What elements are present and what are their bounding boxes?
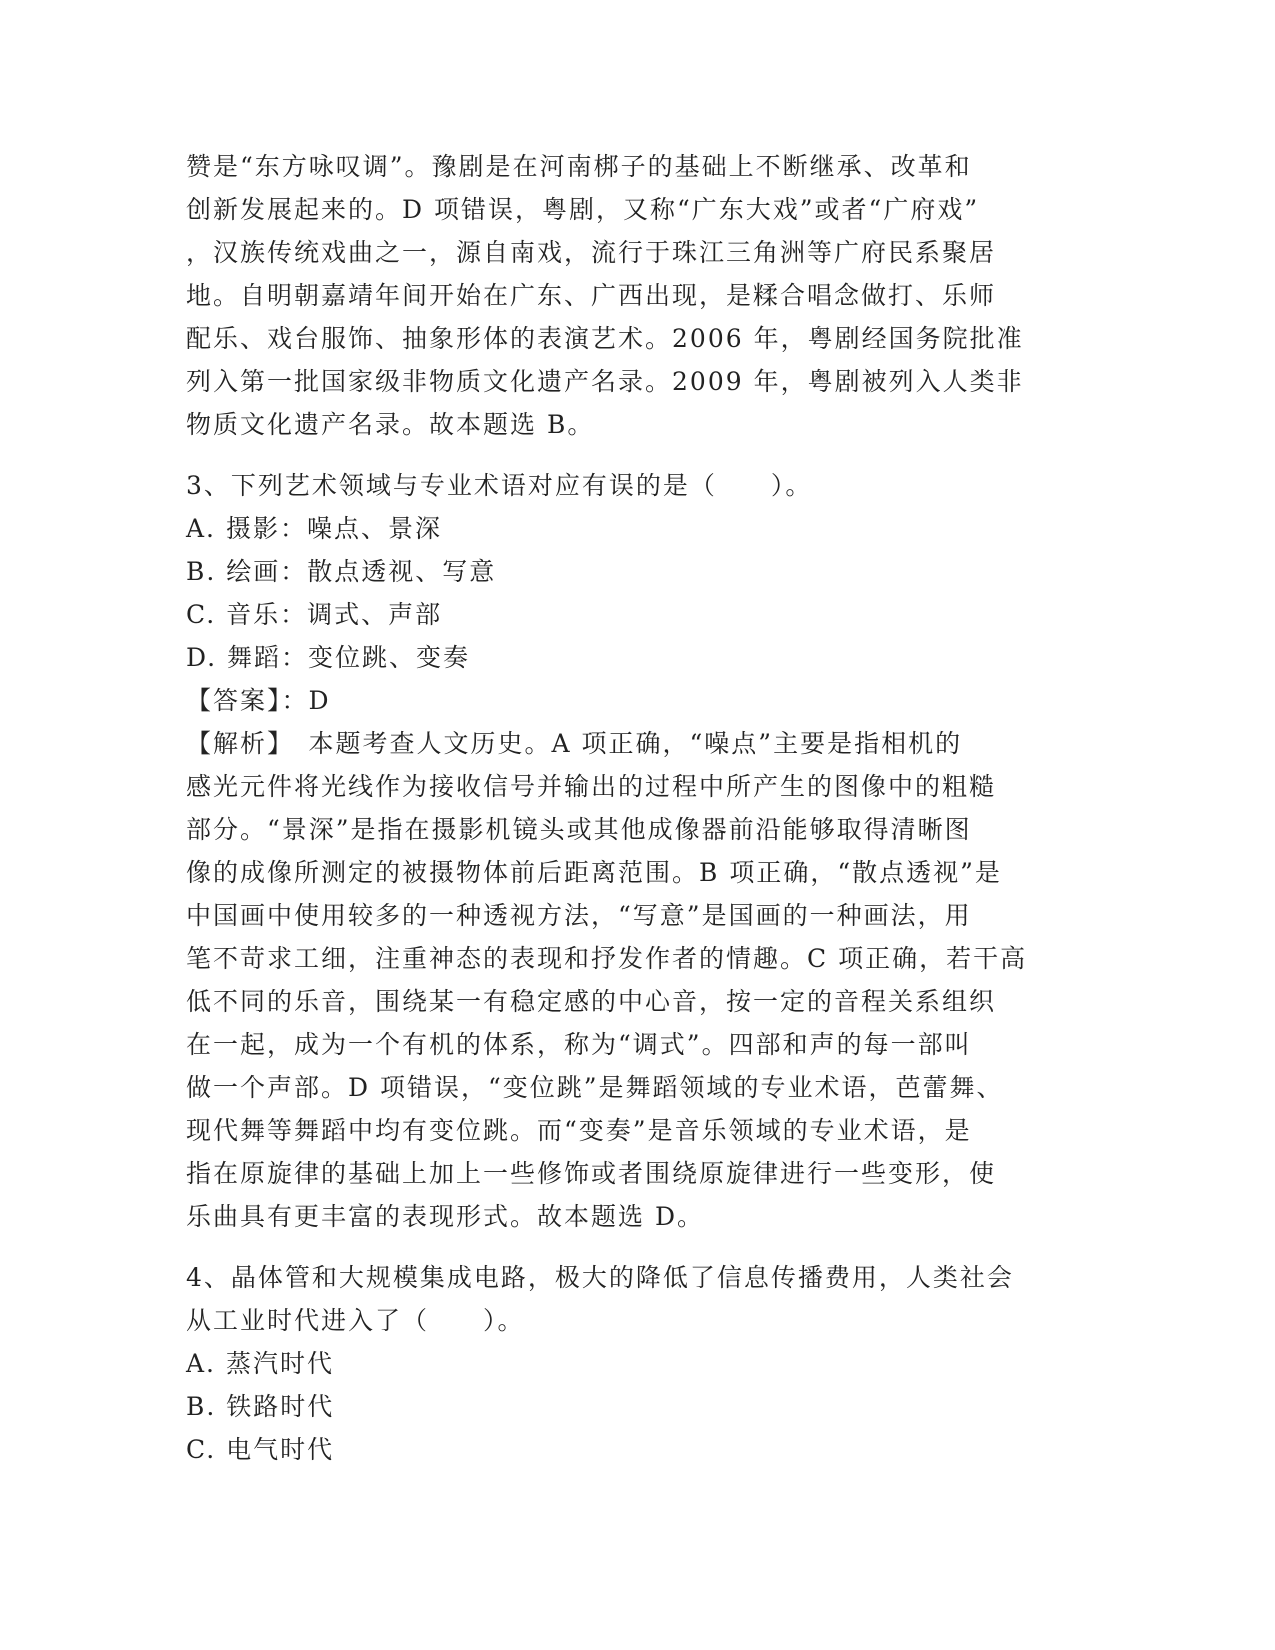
explanation-line: 中国画中使用较多的一种透视方法，“写意”是国画的一种画法，用 xyxy=(186,901,972,930)
question-stem: 从工业时代进入了（ ）。 xyxy=(186,1306,525,1335)
paragraph-line: 创新发展起来的。D 项错误，粤剧，又称“广东大戏”或者“广府戏” xyxy=(186,195,980,224)
option-c: C. 电气时代 xyxy=(186,1435,335,1464)
explanation-line: 像的成像所测定的被摄物体前后距离范围。B 项正确，“散点透视”是 xyxy=(186,858,1002,887)
option-b: B. 绘画：散点透视、写意 xyxy=(186,557,497,586)
option-b: B. 铁路时代 xyxy=(186,1392,335,1421)
paragraph-line: 列入第一批国家级非物质文化遗产名录。2009 年，粤剧被列入人类非 xyxy=(186,367,1024,396)
paragraph-line: 物质文化遗产名录。故本题选 B。 xyxy=(186,410,595,439)
question-4 xyxy=(186,1256,1086,1471)
explanation-line: 部分。“景深”是指在摄影机镜头或其他成像器前沿能够取得清晰图 xyxy=(186,815,972,844)
answer-line: 【答案】：D xyxy=(186,686,331,715)
question-stem: 4、晶体管和大规模集成电路，极大的降低了信息传播费用，人类社会 xyxy=(186,1263,1014,1292)
question-3 xyxy=(186,464,1086,1238)
page-content xyxy=(186,145,1086,1471)
explanation-line: 乐曲具有更丰富的表现形式。故本题选 D。 xyxy=(186,1202,704,1231)
option-c: C. 音乐：调式、声部 xyxy=(186,600,443,629)
option-a: A. 摄影：噪点、景深 xyxy=(186,514,442,543)
option-d: D. 舞蹈：变位跳、变奏 xyxy=(186,643,471,672)
explanation-line: 做一个声部。D 项错误，“变位跳”是舞蹈领域的专业术语，芭蕾舞、 xyxy=(186,1073,1004,1102)
previous-explanation-continuation xyxy=(186,145,1086,446)
option-a: A. 蒸汽时代 xyxy=(186,1349,334,1378)
explanation-line: 笔不苛求工细，注重神态的表现和抒发作者的情趣。C 项正确，若干高 xyxy=(186,944,1028,973)
paragraph-line: 配乐、戏台服饰、抽象形体的表演艺术。2006 年，粤剧经国务院批准 xyxy=(186,324,1024,353)
explanation-line: 现代舞等舞蹈中均有变位跳。而“变奏”是音乐领域的专业术语，是 xyxy=(186,1116,972,1145)
paragraph-line: 地。自明朝嘉靖年间开始在广东、广西出现，是糅合唱念做打、乐师 xyxy=(186,281,997,310)
question-stem: 3、下列艺术领域与专业术语对应有误的是（ ）。 xyxy=(186,471,813,500)
paragraph-line: ，汉族传统戏曲之一，源自南戏，流行于珠江三角洲等广府民系聚居 xyxy=(186,238,997,267)
paragraph-line: 赞是“东方咏叹调”。豫剧是在河南梆子的基础上不断继承、改革和 xyxy=(186,152,972,181)
explanation-line: 低不同的乐音，围绕某一有稳定感的中心音，按一定的音程关系组织 xyxy=(186,987,997,1016)
explanation-line: 感光元件将光线作为接收信号并输出的过程中所产生的图像中的粗糙 xyxy=(186,772,997,801)
explanation-line: 指在原旋律的基础上加上一些修饰或者围绕原旋律进行一些变形，使 xyxy=(186,1159,997,1188)
explanation-line: 在一起，成为一个有机的体系，称为“调式”。四部和声的每一部叫 xyxy=(186,1030,972,1059)
explanation-line: 【解析】 本题考查人文历史。A 项正确，“噪点”主要是指相机的 xyxy=(186,729,963,758)
